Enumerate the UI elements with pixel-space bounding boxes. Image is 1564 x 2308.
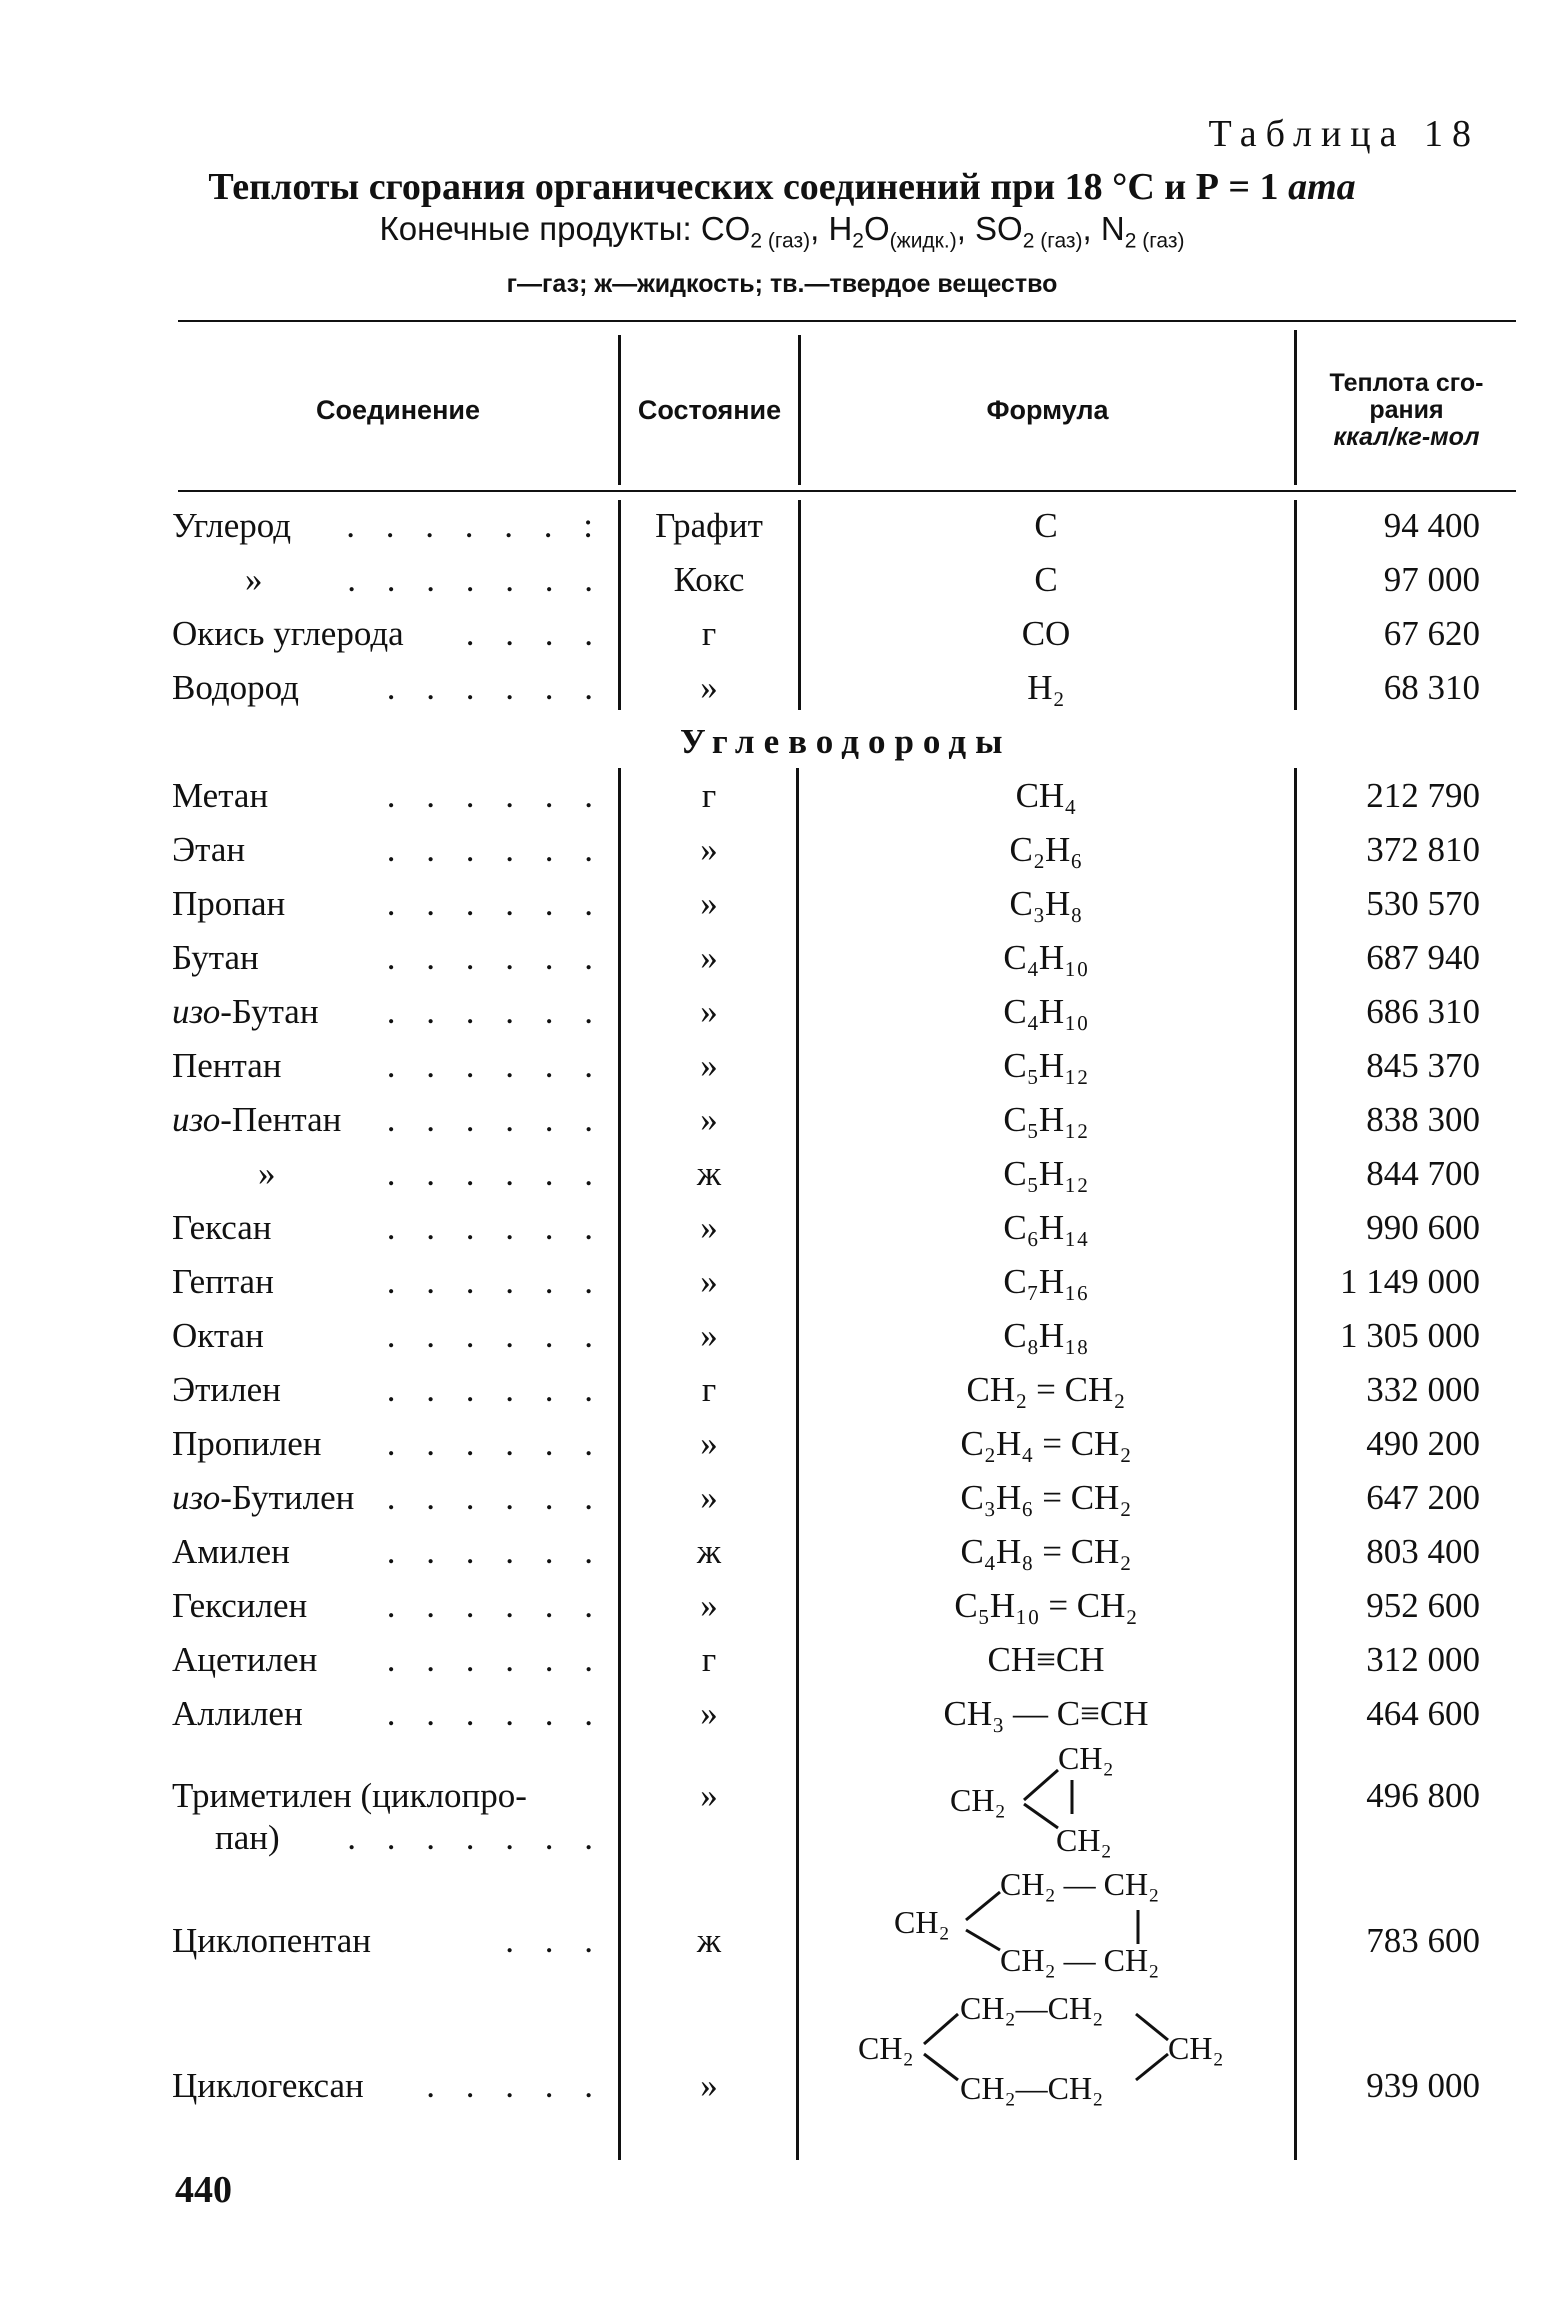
- chx-right: CH₂: [1168, 2030, 1224, 2066]
- heat-value: 212 790: [1366, 776, 1480, 815]
- product-n2: $N_{2 (газ)}$: [1100, 210, 1185, 253]
- leader-dots: . . .: [505, 1921, 604, 1960]
- heat-value: 990 600: [1366, 1208, 1480, 1247]
- chx-bottom: CH₂—CH₂: [960, 2070, 1104, 2106]
- formula-cell: C₅H₁₂: [1003, 1046, 1089, 1085]
- table-row: [0, 2060, 1564, 2114]
- formula-cell: CH₂ = CH₂: [966, 1370, 1126, 1409]
- compound-name: [172, 776, 268, 816]
- state-cell: »: [700, 1694, 718, 1733]
- cp-top: CH₂: [1058, 1740, 1114, 1776]
- formula-cell: C₈H₁₈: [1003, 1316, 1089, 1355]
- leader-dots: . . . . . .: [386, 830, 604, 869]
- leader-dots: . . . . . .: [386, 1478, 604, 1517]
- state-cell: г: [701, 776, 717, 815]
- iso-prefix: изо-: [172, 992, 232, 1031]
- compound-name-text: Аллилен: [172, 1694, 303, 1733]
- state-cell: »: [700, 1586, 718, 1625]
- table-row: [0, 1915, 1564, 1969]
- formula-cell: H₂: [1027, 668, 1065, 707]
- table-row: [0, 1202, 1564, 1256]
- formula-cell: C: [1034, 506, 1058, 545]
- compound-name: [172, 1586, 307, 1626]
- heat-value: 332 000: [1366, 1370, 1480, 1409]
- leader-dots: . . . . . . :: [346, 506, 604, 545]
- compound-name-text: Пропилен: [172, 1424, 322, 1463]
- col-header-state: Состояние: [637, 394, 782, 425]
- formula-cell: C₃H₆ = CH₂: [960, 1478, 1132, 1517]
- table-header-rule: [178, 490, 1516, 492]
- compound-name: [172, 992, 319, 1032]
- table-row: [0, 1634, 1564, 1688]
- leader-dots: . . . . . .: [386, 992, 604, 1031]
- table-top-rule: [178, 320, 1516, 322]
- compound-name-text: Ацетилен: [172, 1640, 318, 1679]
- compound-name-text: Этан: [172, 830, 246, 869]
- table-row: [0, 1364, 1564, 1418]
- state-cell: »: [700, 1424, 718, 1463]
- state-cell: ж: [696, 1921, 722, 1960]
- table-row: [0, 1688, 1564, 1742]
- compound-name: [172, 1694, 303, 1734]
- compound-name-cont: пан): [215, 1818, 280, 1857]
- table-row: [0, 1526, 1564, 1580]
- leader-dots: . . . . . .: [386, 776, 604, 815]
- formula-cell: CH≡CH: [987, 1640, 1105, 1679]
- heat-value: 647 200: [1366, 1478, 1480, 1517]
- section-title-hydrocarbons: Углеводороды: [680, 722, 1012, 761]
- compound-name: [172, 1370, 281, 1410]
- heat-value: 68 310: [1383, 668, 1480, 707]
- leader-dots: . . . . . .: [386, 1316, 604, 1355]
- state-cell: »: [700, 1100, 718, 1139]
- heat-value: 1 149 000: [1340, 1262, 1480, 1301]
- leader-dots: . . . . .: [426, 2066, 604, 2105]
- end-products-line: Конечные продукты: $CO_{2 (газ)}$, $H_2O_{(жидк.)}$, $SO_{2 (газ)}$, $N_{2 (газ)}$: [379, 210, 1185, 253]
- state-cell: »: [700, 668, 718, 707]
- heat-value: 686 310: [1366, 992, 1480, 1031]
- table-row: [0, 932, 1564, 986]
- state-cell: г: [701, 1370, 717, 1409]
- table-title: [0, 165, 1564, 209]
- compound-name-text: Октан: [172, 1316, 264, 1355]
- state-cell: ж: [696, 1154, 722, 1193]
- table-row: [0, 1148, 1564, 1202]
- compound-name-text: Этилен: [172, 1370, 281, 1409]
- compound-name: »: [245, 560, 263, 599]
- cp-bottom: CH₂: [1056, 1822, 1112, 1858]
- heat-value: 496 800: [1366, 1776, 1480, 1815]
- formula-cell: CO: [1021, 614, 1071, 653]
- cpe-bonds: [960, 1880, 1200, 1970]
- state-cell: »: [700, 1316, 718, 1355]
- col-header-formula: Формула: [986, 394, 1109, 425]
- heat-value: 1 305 000: [1340, 1316, 1480, 1355]
- compound-name: Окись углерода: [172, 614, 404, 653]
- state-cell: »: [700, 992, 718, 1031]
- heat-value: 530 570: [1366, 884, 1480, 923]
- leader-dots: . . . . . . .: [347, 560, 604, 599]
- compound-name: Циклопентан: [172, 1921, 371, 1960]
- table-row: [0, 824, 1564, 878]
- state-cell: »: [700, 1776, 718, 1815]
- heat-value: 372 810: [1366, 830, 1480, 869]
- compound-name: [172, 1262, 274, 1302]
- cp-bonds: [1020, 1752, 1080, 1842]
- formula-cell: C₅H₁₂: [1003, 1100, 1089, 1139]
- chx-top: CH₂—CH₂: [960, 1990, 1104, 2026]
- heat-value: 97 000: [1383, 560, 1480, 599]
- leader-dots: . . . . . .: [386, 1532, 604, 1571]
- table-row: [0, 1418, 1564, 1472]
- formula-cell: C₄H₁₀: [1003, 938, 1089, 977]
- table-row: [0, 554, 1564, 608]
- leader-dots: . . . . . .: [386, 1640, 604, 1679]
- product-co2: $CO_{2 (газ)}$: [700, 210, 811, 253]
- state-cell: ж: [696, 1532, 722, 1571]
- compound-name: [172, 1424, 321, 1464]
- leader-dots: . . . . . . .: [347, 1818, 604, 1857]
- leader-dots: . . . . . .: [386, 1694, 604, 1733]
- formula-cell: C₆H₁₄: [1003, 1208, 1089, 1247]
- chx-bonds: [918, 2000, 1178, 2100]
- heat-value: 490 200: [1366, 1424, 1480, 1463]
- compound-name: [172, 1100, 341, 1140]
- heat-value: 844 700: [1366, 1154, 1480, 1193]
- leader-dots: . . . . . .: [386, 1046, 604, 1085]
- col-header-heat-line2: рания: [1369, 395, 1444, 424]
- formula-cell: C₇H₁₆: [1003, 1262, 1089, 1301]
- heat-value: 464 600: [1366, 1694, 1480, 1733]
- compound-name-text: Пропан: [172, 884, 286, 923]
- compound-name-text: Пентан: [172, 1046, 282, 1085]
- product-h2o: $H_2O_{(жидк.)}$: [828, 210, 957, 253]
- formula-cell: CH₃ — C≡CH: [943, 1694, 1149, 1733]
- compound-name: [172, 884, 285, 924]
- state-cell: »: [700, 1478, 718, 1517]
- formula-cell: C₄H₁₀: [1003, 992, 1089, 1031]
- formula-cell: C₄H₈ = CH₂: [960, 1532, 1132, 1571]
- compound-name-text: Амилен: [172, 1532, 290, 1571]
- formula-cell: C₂H₄ = CH₂: [960, 1424, 1132, 1463]
- formula-cell: C₂H₆: [1009, 830, 1083, 869]
- compound-name: [172, 1478, 354, 1518]
- compound-name-text: Бутан: [231, 992, 319, 1031]
- leader-dots: . . . .: [465, 614, 604, 653]
- table-row: [0, 878, 1564, 932]
- compound-name: [172, 1640, 317, 1680]
- table-row: [0, 500, 1564, 554]
- col-header-heat: [1297, 335, 1516, 485]
- state-cell: г: [701, 1640, 717, 1679]
- heat-value: 838 300: [1366, 1100, 1480, 1139]
- formula-cell: C₃H₈: [1009, 884, 1083, 923]
- col-header-compound: Соединение: [316, 394, 480, 425]
- compound-name-text: Гексан: [172, 1208, 272, 1247]
- table-row: [0, 1040, 1564, 1094]
- iso-prefix: изо-: [172, 1478, 232, 1517]
- heat-value: 952 600: [1366, 1586, 1480, 1625]
- table-row: [0, 1472, 1564, 1526]
- compound-name: Циклогексан: [172, 2066, 364, 2105]
- page-number: 440: [175, 2169, 232, 2211]
- iso-prefix: изо-: [172, 1100, 232, 1139]
- compound-name-text: Гексилен: [172, 1586, 308, 1625]
- heat-value: 67 620: [1383, 614, 1480, 653]
- table-row-continuation: [0, 1812, 1564, 1866]
- compound-name: Углерод: [172, 506, 292, 545]
- state-cell: Графит: [655, 506, 763, 545]
- state-legend: г—газ; ж—жидкость; тв.—твердое вещество: [506, 270, 1058, 298]
- state-cell: »: [700, 830, 718, 869]
- product-so2: $SO_{2 (газ)}$: [975, 210, 1083, 253]
- state-cell: »: [700, 1046, 718, 1085]
- heat-value: 803 400: [1366, 1532, 1480, 1571]
- table-row: [0, 662, 1564, 716]
- formula-cell: CH₄: [1015, 776, 1077, 815]
- table-row: [0, 986, 1564, 1040]
- formula-cell: C₅H₁₀ = CH₂: [954, 1586, 1138, 1625]
- table-row: [0, 608, 1564, 662]
- compound-name: [172, 830, 245, 870]
- compound-name: [172, 1046, 282, 1086]
- heat-value: 94 400: [1383, 506, 1480, 545]
- compound-name: [172, 1532, 290, 1572]
- leader-dots: . . . . . .: [386, 938, 604, 977]
- cpe-top: CH₂ — CH₂: [1000, 1866, 1160, 1902]
- leader-dots: . . . . . .: [386, 1262, 604, 1301]
- table-row: [0, 1580, 1564, 1634]
- formula-cell: C₅H₁₂: [1003, 1154, 1089, 1193]
- leader-dots: . . . . . .: [386, 1208, 604, 1247]
- table-row: [0, 1310, 1564, 1364]
- state-cell: »: [700, 1208, 718, 1247]
- heat-value: 312 000: [1366, 1640, 1480, 1679]
- leader-dots: . . . . . .: [386, 1370, 604, 1409]
- compound-name: [172, 1316, 264, 1356]
- title-text: Теплоты сгорания органических соединений при 18 °С и Р = 1: [208, 166, 1289, 208]
- leader-dots: . . . . . .: [386, 668, 604, 707]
- compound-name: [258, 1154, 276, 1194]
- leader-dots: . . . . . .: [386, 884, 604, 923]
- state-cell: »: [700, 938, 718, 977]
- table-row: [0, 1256, 1564, 1310]
- leader-dots: . . . . . .: [386, 1424, 604, 1463]
- compound-name-text: Метан: [172, 776, 269, 815]
- compound-name: [172, 938, 259, 978]
- compound-name-text: Гептан: [172, 1262, 274, 1301]
- compound-name: Водород: [172, 668, 299, 707]
- cpe-left: CH₂: [894, 1904, 950, 1940]
- state-cell: »: [700, 884, 718, 923]
- state-cell: »: [700, 1262, 718, 1301]
- title-unit: ата: [1288, 166, 1356, 208]
- state-cell: Кокс: [673, 560, 745, 599]
- table-row: [0, 1094, 1564, 1148]
- compound-name-text: »: [258, 1154, 276, 1193]
- chx-left: CH₂: [858, 2030, 914, 2066]
- compound-name: Триметилен (циклопро-: [172, 1776, 527, 1815]
- col-header-heat-line1: Теплота сго-: [1329, 368, 1484, 397]
- compound-name-text: Бутилен: [231, 1478, 355, 1517]
- state-cell: »: [700, 2066, 718, 2105]
- compound-name-text: Пентан: [231, 1100, 342, 1139]
- heat-value: 687 940: [1366, 938, 1480, 977]
- heat-value: 783 600: [1366, 1921, 1480, 1960]
- compound-name-text: Бутан: [172, 938, 259, 977]
- leader-dots: . . . . . .: [386, 1154, 604, 1193]
- heat-value: 845 370: [1366, 1046, 1480, 1085]
- cp-left: CH₂: [950, 1782, 1006, 1818]
- table-number: Таблица 18: [1208, 113, 1480, 155]
- state-cell: г: [701, 614, 717, 653]
- leader-dots: . . . . . .: [386, 1100, 604, 1139]
- col-header-heat-unit: ккал/кг-мол: [1333, 422, 1480, 451]
- compound-name: [172, 1208, 271, 1248]
- leader-dots: . . . . . .: [386, 1586, 604, 1625]
- heat-value: 939 000: [1366, 2066, 1480, 2105]
- table-row: [0, 770, 1564, 824]
- end-products-label: Конечные продукты:: [379, 210, 701, 247]
- cpe-bottom: CH₂ — CH₂: [1000, 1942, 1160, 1978]
- formula-cell: C: [1034, 560, 1058, 599]
